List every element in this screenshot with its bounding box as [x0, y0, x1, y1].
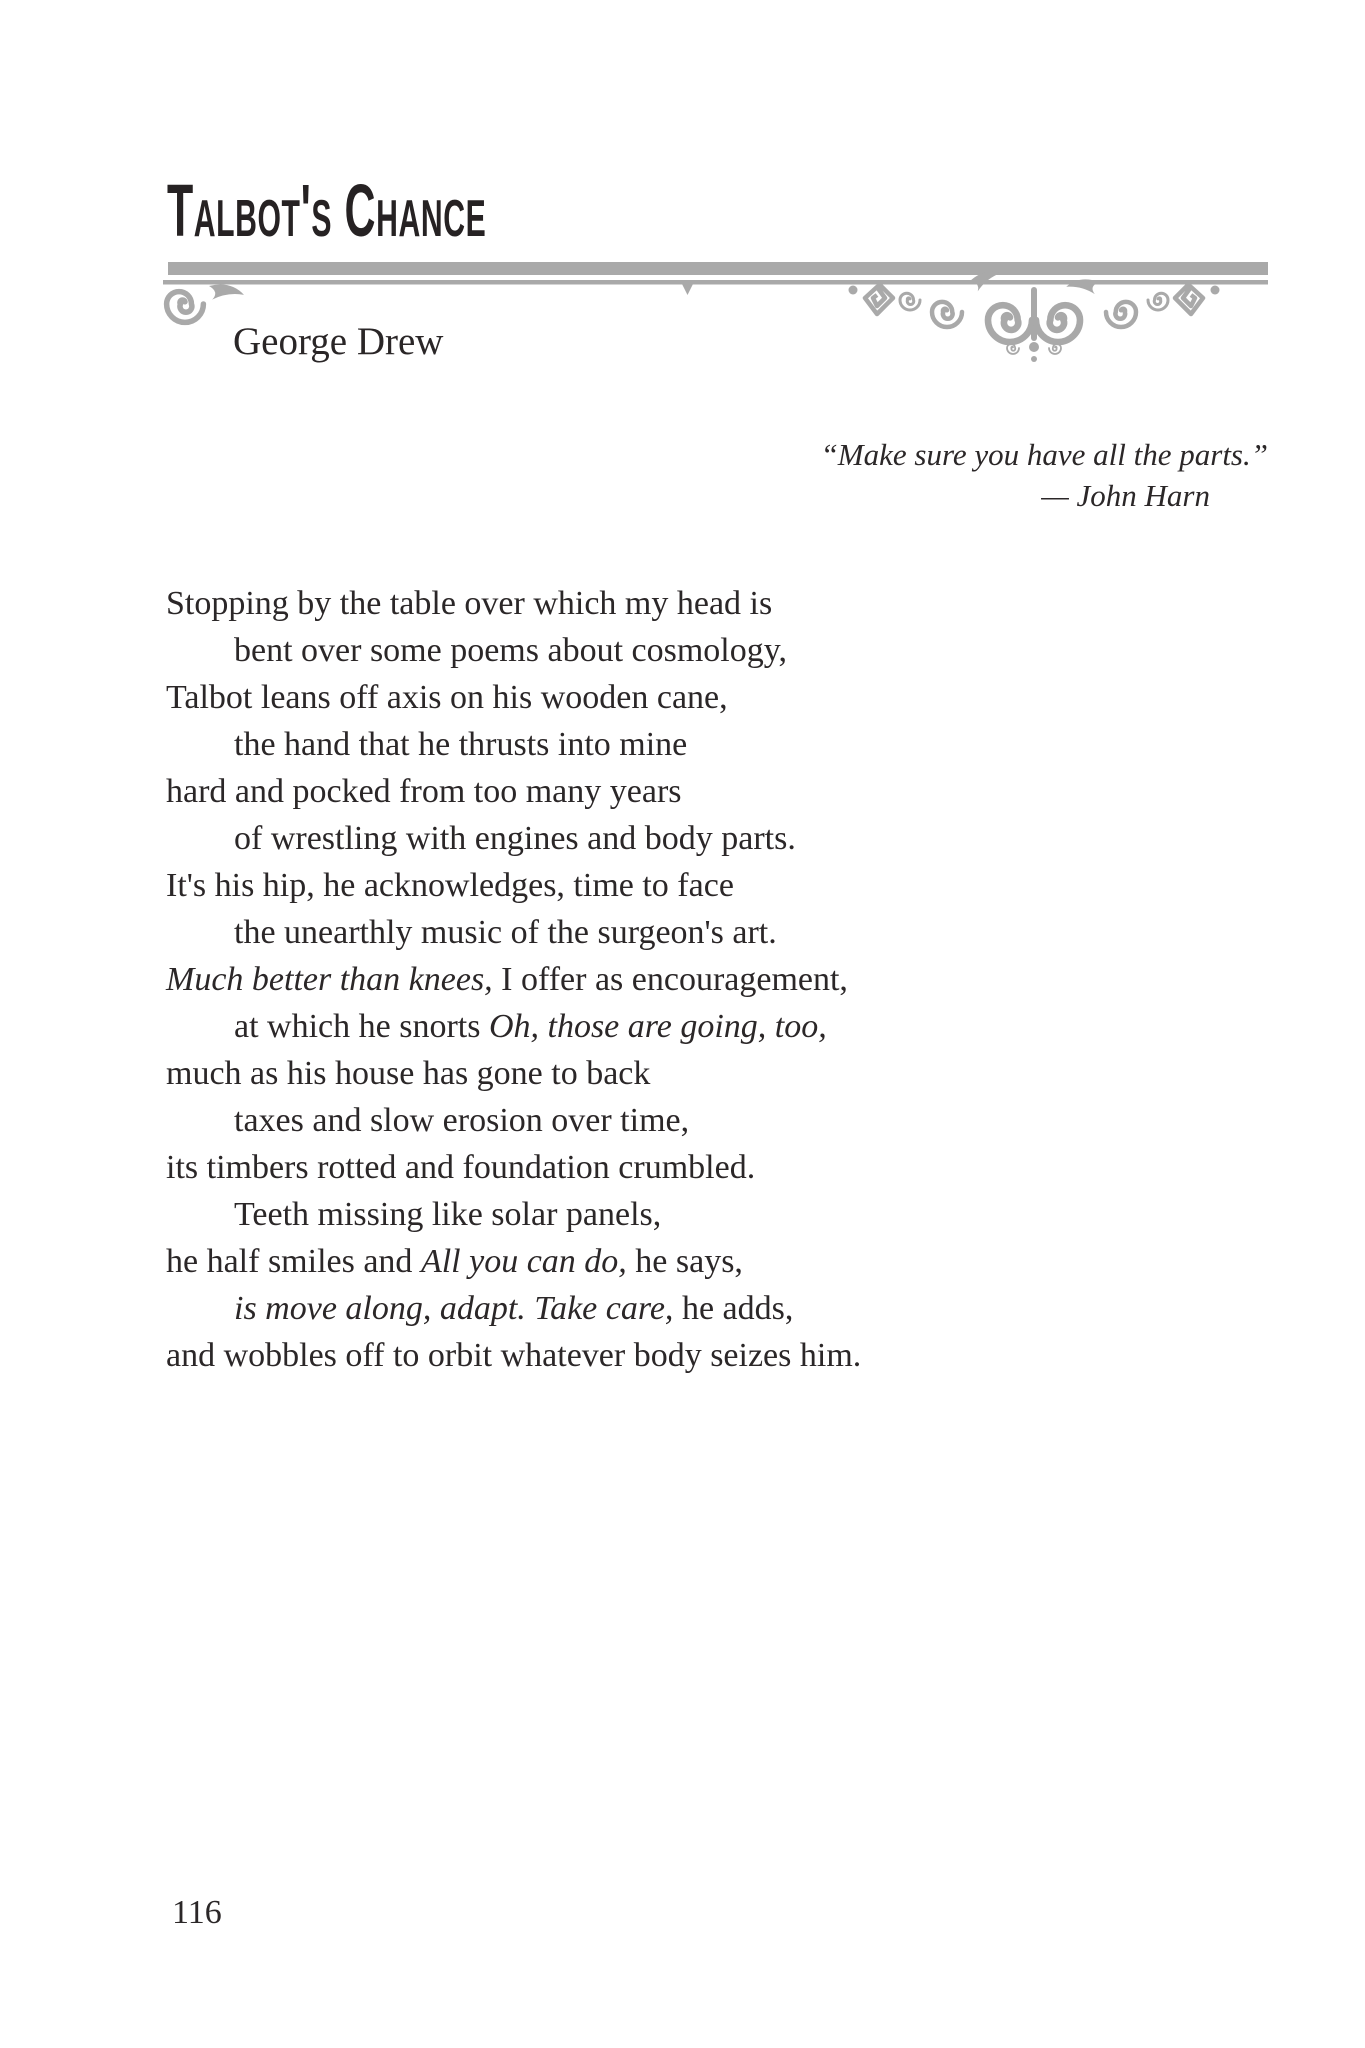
poem-segment: the unearthly music of the surgeon's art.	[234, 914, 777, 951]
poem-line	[166, 862, 966, 909]
page-title: Talbot's Chance	[167, 169, 487, 252]
poem-line	[166, 815, 966, 862]
rule-tick	[682, 284, 693, 295]
poem-segment-italic: All you can do,	[420, 1243, 627, 1280]
poem-line	[166, 1144, 966, 1191]
poem-segment: at which he snorts	[234, 1008, 489, 1045]
epigraph-quote: “Make sure you have all the parts.”	[820, 437, 1268, 472]
poem-segment-italic: is move along, adapt. Take care,	[234, 1290, 674, 1327]
author-name: George Drew	[233, 320, 444, 363]
poem-segment: and wobbles off to orbit whatever body seizes him.	[166, 1337, 862, 1374]
page-number: 116	[172, 1894, 222, 1931]
poem-segment: of wrestling with engines and body parts.	[234, 820, 796, 857]
poem-segment: he adds,	[673, 1290, 794, 1327]
poem-line	[166, 956, 966, 1003]
poem-line	[166, 1238, 966, 1285]
poem-body	[166, 580, 966, 1379]
poem-line	[166, 721, 966, 768]
flourish-left-icon	[167, 280, 246, 323]
poem-segment: much as his house has gone to back	[166, 1055, 651, 1092]
poem-line	[166, 1097, 966, 1144]
poem-segment: It's his hip, he acknowledges, time to face	[166, 867, 734, 904]
poem-line	[166, 627, 966, 674]
poem-line	[166, 580, 966, 627]
rule-thin-line	[163, 280, 1268, 285]
poem-segment: he says,	[626, 1243, 743, 1280]
poem-segment: bent over some poems about cosmology,	[234, 632, 788, 669]
poem-segment: its timbers rotted and foundation crumbled.	[166, 1149, 756, 1186]
poem-line	[166, 909, 966, 956]
poem-line	[166, 768, 966, 815]
poem-segment-italic: Much better than knees,	[166, 961, 493, 998]
poem-line	[166, 674, 966, 721]
rule-thick-bar	[168, 262, 1268, 275]
epigraph	[821, 434, 1268, 516]
poem-line	[166, 1050, 966, 1097]
poem-segment: he half smiles and	[166, 1243, 421, 1280]
poem-segment: Talbot leans off axis on his wooden cane,	[166, 679, 728, 716]
poem-segment: Stopping by the table over which my head is	[166, 585, 773, 622]
poem-segment-italic: Oh, those are going, too,	[488, 1008, 827, 1045]
poem-segment: hard and pocked from too many years	[166, 773, 682, 810]
poem-segment: the hand that he thrusts into mine	[234, 726, 688, 763]
poem-segment: taxes and slow erosion over time,	[234, 1102, 690, 1139]
poem-segment: I offer as encouragement,	[492, 961, 848, 998]
poem-line	[166, 1332, 966, 1379]
poem-line	[166, 1191, 966, 1238]
poem-line	[166, 1285, 966, 1332]
poem-line	[166, 1003, 966, 1050]
epigraph-attribution: — John Harn	[1041, 478, 1210, 513]
poem-segment: Teeth missing like solar panels,	[234, 1196, 662, 1233]
